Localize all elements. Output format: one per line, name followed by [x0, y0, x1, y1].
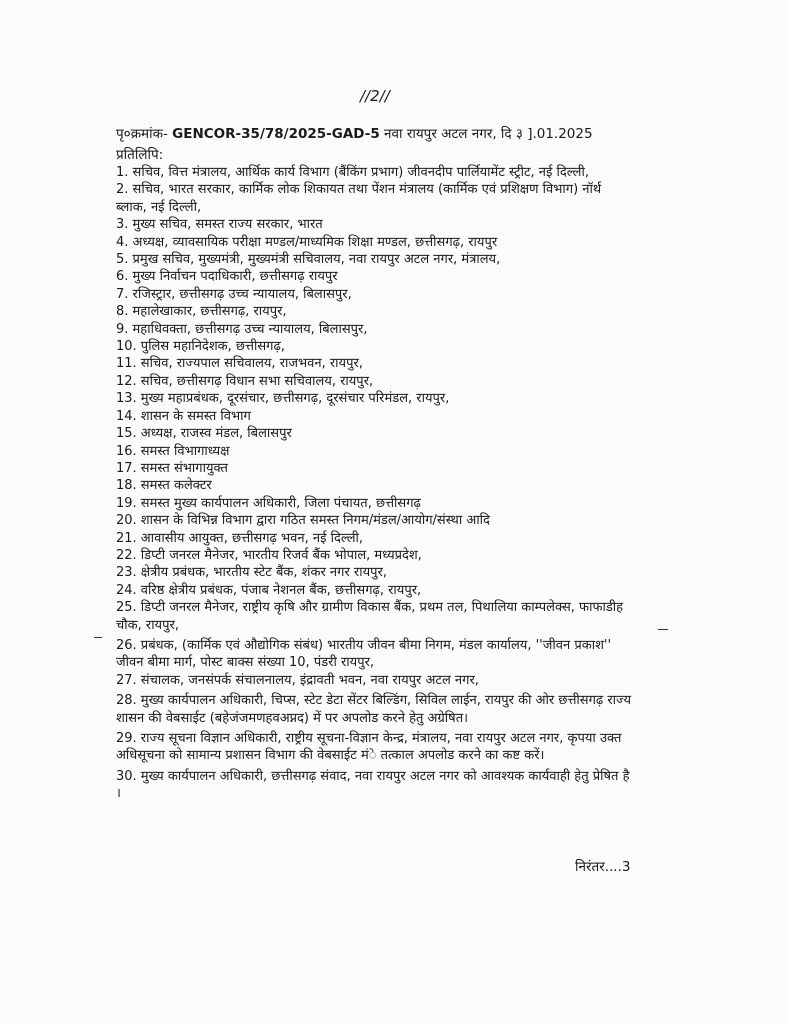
recipient-item: 15. अध्यक्ष, राजस्व मंडल, बिलासपुर: [116, 426, 292, 442]
page-number: //2//: [360, 87, 390, 105]
recipient-item: 23. क्षेत्रीय प्रबंधक, भारतीय स्टेट बैंक, शंकर नगर रायपुर,: [116, 565, 387, 581]
recipient-item: 22. डिप्टी जनरल मैनेजर, भारतीय रिजर्व बैंक भोपाल, मध्यप्रदेश,: [116, 547, 422, 563]
recipient-item: 6. मुख्य निर्वाचन पदाधिकारी, छत्तीसगढ़ रायपुर: [116, 269, 338, 285]
recipient-item: 28. मुख्य कार्यपालन अधिकारी, चिप्स, स्टेट डेटा सेंटर बिल्डिंग, सिविल लाईन, रायपुर की ओर छत्तीसगढ़ राज्य शासन की वेबसाईट (बहेजंजमणहवअप्नद) में पर अपलोड करने हेतु अग्रेषित।: [116, 693, 632, 726]
recipient-item: 11. सचिव, राज्यपाल सचिवालय, राजभवन, रायपुर,: [116, 356, 363, 372]
recipient-item: 5. प्रमुख सचिव, मुख्यमंत्री, मुख्यमंत्री सचिवालय, नवा रायपुर अटल नगर, मंत्रालय,: [116, 252, 501, 268]
recipient-item: 10. पुलिस महानिदेशक, छत्तीसगढ़,: [116, 339, 285, 355]
recipient-item: 12. सचिव, छत्तीसगढ़ विधान सभा सचिवालय, रायपुर,: [116, 373, 374, 389]
reference-place-date: नवा रायपुर अटल नगर, दि ३ ].01.2025: [384, 126, 593, 142]
recipient-item: 20. शासन के विभिन्न विभाग द्वारा गठित समस्त निगम/मंडल/आयोग/संस्था आदि: [116, 513, 490, 529]
recipient-item: 9. महाधिवक्ता, छत्तीसगढ़ उच्च न्यायालय, बिलासपुर,: [116, 321, 368, 337]
recipient-item: 29. राज्य सूचना विज्ञान अधिकारी, राष्ट्रीय सूचना-विज्ञान केन्द्र, मंत्रालय, नवा रायपुर अटल नगर, कृपया उक्त अधिसूचना को सामान्य प्रशासन विभाग की वेबसाईट मं◌े तत्काल अपलोड करने का कष्ट करें।: [116, 731, 622, 764]
recipient-item: 14. शासन के समस्त विभाग: [116, 408, 251, 424]
recipient-item: 1. सचिव, वित्त मंत्रालय, आर्थिक कार्य विभाग (बैंकिंग प्रभाग) जीवनदीप पार्लियामेंट स्ट्रीट, नई दिल्ली,: [116, 165, 589, 180]
recipient-item: 26. प्रबंधक, (कार्मिक एवं औद्योगिक संबंध) भारतीय जीवन बीमा निगम, मंडल कार्यालय, ''जीवन प्रकाश'' जीवन बीमा मार्ग, पोस्ट बाक्स संख्या 10, पंडरी रायपुर,: [116, 637, 612, 671]
continuation-note: निरंतर....3: [575, 859, 631, 875]
right-margin-mark: [658, 629, 668, 630]
recipient-item: 19. समस्त मुख्य कार्यपालन अधिकारी, जिला पंचायत, छत्तीसगढ़: [116, 495, 421, 511]
recipient-item: 2. सचिव, भारत सरकार, कार्मिक लोक शिकायत तथा पेंशन मंत्रालय (कार्मिक एवं प्रशिक्षण विभाग) नॉर्थ ब्लाक, नई दिल्ली,: [116, 182, 602, 215]
recipient-item: 16. समस्त विभागाध्यक्ष: [116, 443, 230, 459]
copy-label: प्रतिलिपि:: [116, 147, 164, 163]
recipient-item: 3. मुख्य सचिव, समस्त राज्य सरकार, भारत: [116, 217, 323, 233]
reference-label: पृ०क्रमांक-: [116, 126, 168, 142]
reference-number: GENCOR-35/78/2025-GAD-5: [172, 126, 380, 142]
recipient-item: 21. आवासीय आयुक्त, छत्तीसगढ़ भवन, नई दिल्ली,: [116, 530, 364, 546]
recipient-item: 25. डिप्टी जनरल मैनेजर, राष्ट्रीय कृषि और ग्रामीण विकास बैंक, प्रथम तल, पिथालिया काम्पलेक्स, फाफाडीह चौक, रायपुर,: [116, 600, 624, 633]
recipient-item: 8. महालेखाकार, छत्तीसगढ़, रायपुर,: [116, 304, 287, 320]
recipient-item: 4. अध्यक्ष, व्यावसायिक परीक्षा मण्डल/माध्यमिक शिक्षा मण्डल, छत्तीसगढ़, रायपुर: [116, 234, 498, 250]
copy-recipients-list: [116, 164, 636, 803]
left-margin-mark: [94, 637, 102, 638]
recipient-item: 13. मुख्य महाप्रबंधक, दूरसंचार, छत्तीसगढ़, दूरसंचार परिमंडल, रायपुर,: [116, 391, 450, 407]
recipient-item: 17. समस्त संभागायुक्त: [116, 460, 228, 476]
reference-line: [116, 124, 593, 142]
recipient-item: 27. संचालक, जनसंपर्क संचालनालय, इंद्रावती भवन, नवा रायपुर अटल नगर,: [116, 672, 479, 688]
recipient-item: 18. समस्त कलेक्टर: [116, 478, 212, 494]
recipient-item: 7. रजिस्ट्रार, छत्तीसगढ़ उच्च न्यायालय, बिलासपुर,: [116, 286, 352, 302]
recipient-item: 30. मुख्य कार्यपालन अधिकारी, छत्तीसगढ़ संवाद, नवा रायपुर अटल नगर को आवश्यक कार्यवाही हेतु प्रेषित है ।: [116, 768, 630, 802]
recipient-item: 24. वरिष्ठ क्षेत्रीय प्रबंधक, पंजाब नेशनल बैंक, छत्तीसगढ़, रायपुर,: [116, 582, 422, 598]
